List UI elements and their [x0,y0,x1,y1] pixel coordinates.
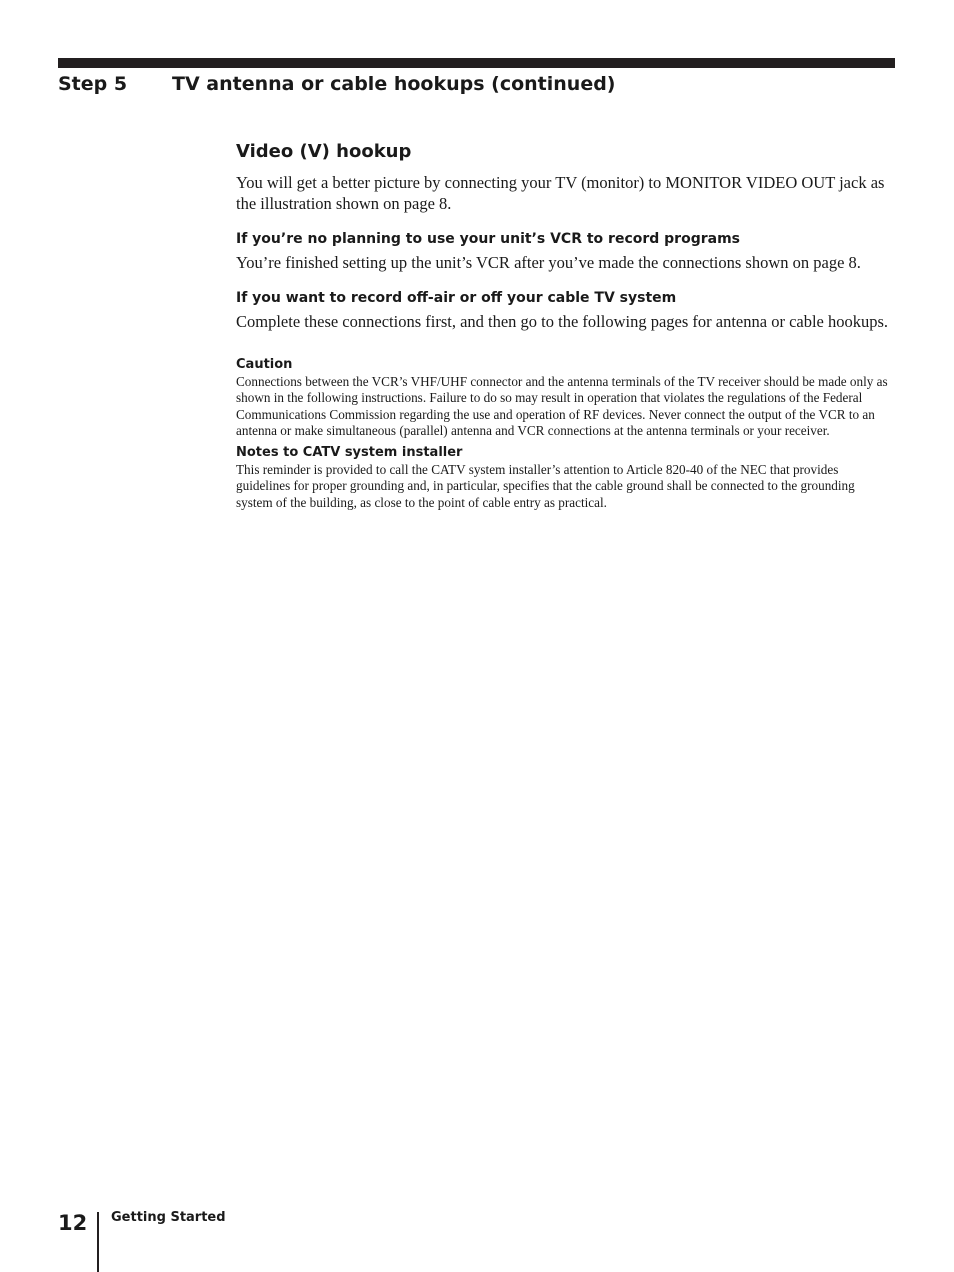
caution-heading: Caution [236,357,293,372]
section-heading: Video (V) hookup [236,141,412,162]
notes-heading: Notes to CATV system installer [236,445,463,461]
caution-body: Connections between the VCR’s VHF/UHF connector and the antenna terminals of the TV receiver should be made only as shown in the following instructions. Failure to do so may result in operation that violates the regulations of the Federal Communications Commission regarding the use and operation of RF devices. Never connect the output of the VCR to an antenna or make simultaneous (parallel) antenna and VCR connections at the antenna terminals or your receiver. [236,374,888,438]
subsection-body-record: Complete these connections first, and then go to the following pages for antenna or cable hookups. [236,312,889,331]
step-label: Step 5 [58,73,128,95]
intro-paragraph: You will get a better picture by connecting your TV (monitor) to MONITOR VIDEO OUT jack as the illustration shown on page 8. [236,173,885,213]
notes-body: This reminder is provided to call the CATV system installer’s attention to Article 820-40 of the NEC that provides guidelines for proper grounding and, in particular, specifies that the cable ground shall be connected to the grounding system of the building, as close to the point of cable entry as practical. [236,462,855,510]
main-content [236,139,892,511]
page-number: 12 [58,1211,88,1235]
subsection-body-no-record: You’re finished setting up the unit’s VCR after you’ve made the connections shown on page 8. [236,253,861,272]
page-title: TV antenna or cable hookups (continued) [172,73,616,95]
subsection-heading-record: If you want to record off-air or off your cable TV system [236,290,677,306]
subsection-heading-no-record: If you’re no planning to use your unit’s VCR to record programs [236,231,740,247]
footer-section-name: Getting Started [111,1210,226,1225]
header-rule [58,58,895,68]
footer-divider [97,1212,99,1272]
